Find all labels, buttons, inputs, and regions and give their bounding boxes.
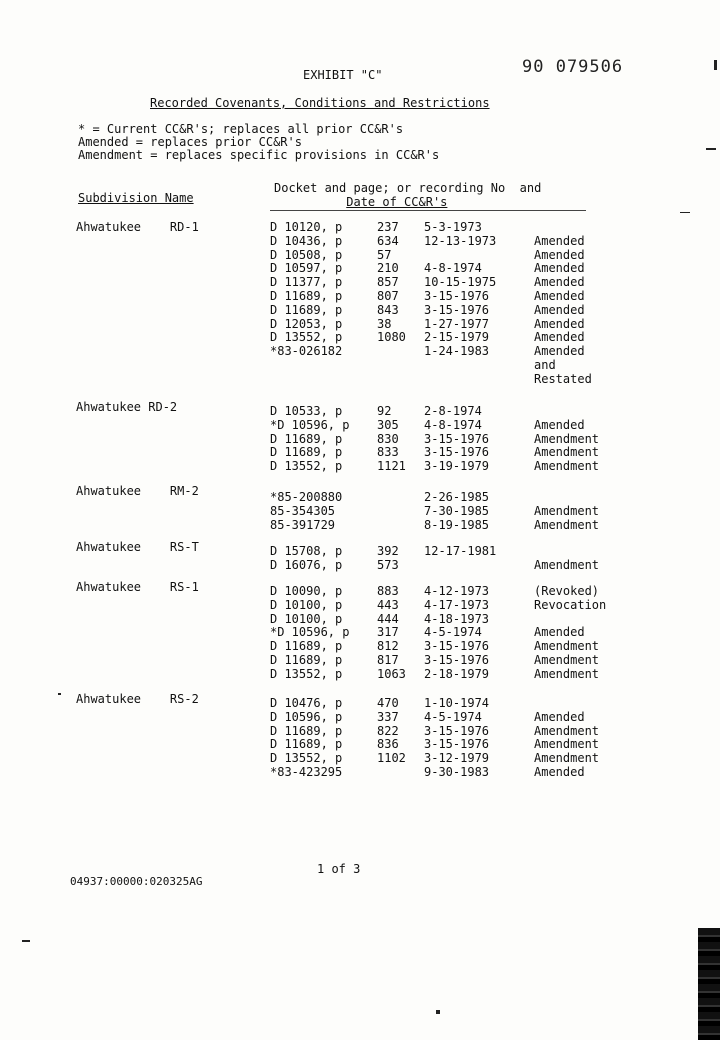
docket-entry: D 13552, p — [270, 459, 343, 474]
docket-entry: D 11689, p — [270, 639, 343, 654]
subdivision-name: Ahwatukee RS-2 — [76, 692, 199, 706]
header-rule — [270, 210, 586, 211]
page-number-cell: 1102 — [377, 751, 406, 766]
recording-date: 8-19-1985 — [424, 517, 490, 532]
docket-entry: D 10100, p — [270, 611, 343, 626]
table-row — [0, 275, 720, 289]
status-note: Amendment — [534, 751, 600, 766]
table-row — [0, 490, 720, 504]
docket-entry: D 11689, p — [270, 302, 343, 317]
page-number-cell: 807 — [377, 289, 399, 303]
document-code: 04937:00000:020325AG — [70, 875, 203, 888]
recording-date: 12-13-1973 — [424, 233, 497, 248]
page-number-cell: 337 — [377, 709, 399, 724]
page-number-cell: 57 — [377, 247, 392, 262]
recording-date: 4-5-1974 — [424, 709, 482, 724]
page-number-cell: 573 — [377, 557, 399, 572]
docket-entry: *83-026182 — [270, 344, 343, 359]
status-note: Amended — [534, 289, 585, 303]
table-row — [0, 751, 720, 765]
status-note: Amended — [534, 261, 585, 276]
docket-entry: D 11377, p — [270, 275, 343, 290]
status-note: Amended — [534, 344, 585, 359]
recording-date: 2-15-1979 — [424, 330, 490, 345]
docket-entry: D 10436, p — [270, 233, 343, 248]
status-note: Amendment — [534, 459, 600, 474]
scan-speck — [680, 212, 690, 213]
table-row — [0, 220, 720, 234]
scan-speck — [22, 940, 30, 942]
docket-entry: D 10100, p — [270, 597, 343, 612]
status-note: Amended — [534, 765, 585, 779]
recording-date: 7-30-1985 — [424, 503, 490, 518]
table-row — [0, 696, 720, 710]
docket-entry: D 12053, p — [270, 316, 343, 331]
page-number-cell: 237 — [377, 220, 399, 234]
status-note: Amendment — [534, 431, 600, 446]
table-row — [0, 504, 720, 518]
table-row — [0, 584, 720, 598]
scan-speck — [58, 693, 61, 695]
table-row — [0, 765, 720, 779]
recording-date: 4-17-1973 — [424, 597, 490, 612]
status-note: Amendment — [534, 723, 600, 738]
page-number-cell: 443 — [377, 597, 399, 612]
table-row — [0, 234, 720, 248]
page-number-cell: 210 — [377, 261, 399, 276]
recording-date: 2-26-1985 — [424, 490, 490, 504]
table-row — [0, 330, 720, 344]
status-note: and — [534, 358, 556, 372]
table-row — [0, 248, 720, 262]
recording-date: 2-8-1974 — [424, 404, 482, 418]
page-number-cell: 830 — [377, 431, 399, 446]
status-note: Amendment — [534, 666, 600, 681]
recording-date: 1-10-1974 — [424, 696, 490, 710]
page-number-cell: 317 — [377, 625, 399, 640]
recording-date: 3-15-1976 — [424, 445, 490, 460]
recording-date: 3-15-1976 — [424, 639, 490, 654]
recording-date: 12-17-1981 — [424, 544, 497, 558]
table-row — [0, 418, 720, 432]
status-note: Amended — [534, 625, 585, 640]
table-row — [0, 261, 720, 275]
status-note: Amendment — [534, 445, 600, 460]
page-number-cell: 857 — [377, 275, 399, 290]
table-row — [0, 459, 720, 473]
status-note: Amended — [534, 316, 585, 331]
legend-current: * = Current CC&R's; replaces all prior CC&R's — [78, 122, 404, 136]
page-number-cell: 1121 — [377, 459, 406, 474]
page-number-cell: 822 — [377, 723, 399, 738]
docket-entry: D 11689, p — [270, 289, 343, 303]
subdivision-name: Ahwatukee RS-T — [76, 540, 199, 554]
recording-date: 3-19-1979 — [424, 459, 490, 474]
status-note: Amendment — [534, 503, 600, 518]
table-row — [0, 518, 720, 532]
recording-date: 4-8-1974 — [424, 417, 482, 432]
table-row — [0, 710, 720, 724]
column-header-subdivision: Subdivision Name — [78, 191, 194, 205]
table-row — [0, 432, 720, 446]
status-note: Amended — [534, 302, 585, 317]
table-row — [0, 737, 720, 751]
recording-date: 3-15-1976 — [424, 723, 490, 738]
recording-date: 4-18-1973 — [424, 611, 490, 626]
scan-edge-mark — [698, 928, 720, 1040]
page-number-cell: 392 — [377, 544, 399, 558]
recording-date: 3-12-1979 — [424, 751, 490, 766]
scan-speck — [436, 1010, 440, 1014]
document-subtitle: Recorded Covenants, Conditions and Restrictions — [150, 96, 490, 110]
page-number-cell: 817 — [377, 653, 399, 667]
recording-date: 1-27-1977 — [424, 316, 490, 331]
page-number: 1 of 3 — [317, 862, 361, 876]
docket-entry: *83-423295 — [270, 765, 343, 779]
docket-entry: D 11689, p — [270, 653, 343, 667]
recording-date: 4-8-1974 — [424, 261, 482, 276]
recording-date: 3-15-1976 — [424, 289, 490, 303]
status-note: Amendment — [534, 517, 600, 532]
docket-entry: D 13552, p — [270, 751, 343, 766]
docket-entry: D 10596, p — [270, 709, 343, 724]
table-row — [0, 598, 720, 612]
docket-entry: D 10090, p — [270, 584, 343, 598]
docket-entry: D 10533, p — [270, 404, 343, 418]
table-row — [0, 289, 720, 303]
recording-date: 1-24-1983 — [424, 344, 490, 359]
page-number-cell: 444 — [377, 611, 399, 626]
docket-entry: D 11689, p — [270, 737, 343, 752]
docket-entry: D 11689, p — [270, 431, 343, 446]
status-note: Amendment — [534, 653, 600, 667]
table-row — [0, 639, 720, 653]
column-header-date-wrap — [274, 195, 447, 209]
status-note: Amended — [534, 247, 585, 262]
table-row — [0, 303, 720, 317]
docket-entry: *D 10596, p — [270, 417, 350, 432]
table-row — [0, 625, 720, 639]
page-number-cell: 812 — [377, 639, 399, 654]
table-row — [0, 404, 720, 418]
scan-speck — [714, 60, 717, 70]
status-note: Amended — [534, 275, 585, 290]
table-row — [0, 344, 720, 358]
docket-entry: D 10597, p — [270, 261, 343, 276]
table-row — [0, 667, 720, 681]
scan-speck — [706, 148, 716, 150]
subdivision-name: Ahwatukee RD-1 — [76, 220, 199, 234]
docket-entry: *85-200880 — [270, 490, 343, 504]
recording-date: 4-12-1973 — [424, 584, 490, 598]
page-number-cell: 470 — [377, 696, 399, 710]
docket-entry: D 16076, p — [270, 557, 343, 572]
docket-entry: 85-391729 — [270, 517, 336, 532]
status-note: Amended — [534, 709, 585, 724]
recording-stamp: 90 079506 — [522, 57, 624, 77]
page-number-cell: 305 — [377, 417, 399, 432]
recording-date: 4-5-1974 — [424, 625, 482, 640]
subdivision-name: Ahwatukee RM-2 — [76, 484, 199, 498]
table-row — [0, 544, 720, 558]
page-number-cell: 833 — [377, 445, 399, 460]
status-note: Restated — [534, 371, 592, 386]
docket-entry: D 10120, p — [270, 220, 343, 234]
docket-entry: *D 10596, p — [270, 625, 350, 640]
docket-entry: D 13552, p — [270, 666, 343, 681]
docket-entry: D 10476, p — [270, 696, 343, 710]
subdivision-name: Ahwatukee RD-2 — [76, 400, 178, 414]
docket-entry: D 15708, p — [270, 544, 343, 558]
docket-entry: D 10508, p — [270, 247, 343, 262]
docket-entry: D 13552, p — [270, 330, 343, 345]
status-note: Amended — [534, 330, 585, 345]
status-note: Amendment — [534, 557, 600, 572]
status-note: Amended — [534, 417, 585, 432]
page-number-cell: 843 — [377, 302, 399, 317]
legend — [78, 123, 439, 162]
page-number-cell: 836 — [377, 737, 399, 752]
subdivision-name: Ahwatukee RS-1 — [76, 580, 199, 594]
column-header-docket: Docket and page; or recording No and — [274, 181, 542, 195]
page-number-cell: 1080 — [377, 330, 406, 345]
column-header-date: Date of CC&R's — [346, 195, 448, 209]
page-number-cell: 634 — [377, 233, 399, 248]
page-number-cell: 883 — [377, 584, 399, 598]
exhibit-title: EXHIBIT "C" — [303, 68, 383, 82]
legend-amendment: Amendment = replaces specific provisions in CC&R's — [78, 148, 440, 162]
recording-date: 2-18-1979 — [424, 666, 490, 681]
recording-date: 3-15-1976 — [424, 737, 490, 752]
recording-date: 5-3-1973 — [424, 220, 482, 234]
status-note: Amended — [534, 233, 585, 248]
docket-entry: D 11689, p — [270, 445, 343, 460]
recording-date: 3-15-1976 — [424, 653, 490, 667]
table-row — [0, 445, 720, 459]
page-number-cell: 92 — [377, 404, 392, 418]
recording-date: 3-15-1976 — [424, 302, 490, 317]
table-row — [0, 317, 720, 331]
docket-entry: 85-354305 — [270, 503, 336, 518]
status-note: Revocation — [534, 597, 607, 612]
status-note: Amendment — [534, 737, 600, 752]
legend-amended: Amended = replaces prior CC&R's — [78, 135, 302, 149]
table-row — [0, 724, 720, 738]
docket-entry: D 11689, p — [270, 723, 343, 738]
table-row — [0, 358, 720, 372]
table-row — [0, 612, 720, 626]
status-note: (Revoked) — [534, 584, 600, 598]
recording-date: 3-15-1976 — [424, 431, 490, 446]
recording-date: 9-30-1983 — [424, 765, 490, 779]
table-row — [0, 372, 720, 386]
table-row — [0, 558, 720, 572]
status-note: Amendment — [534, 639, 600, 654]
page-number-cell: 38 — [377, 316, 392, 331]
page-number-cell: 1063 — [377, 666, 406, 681]
table-row — [0, 653, 720, 667]
recording-date: 10-15-1975 — [424, 275, 497, 290]
